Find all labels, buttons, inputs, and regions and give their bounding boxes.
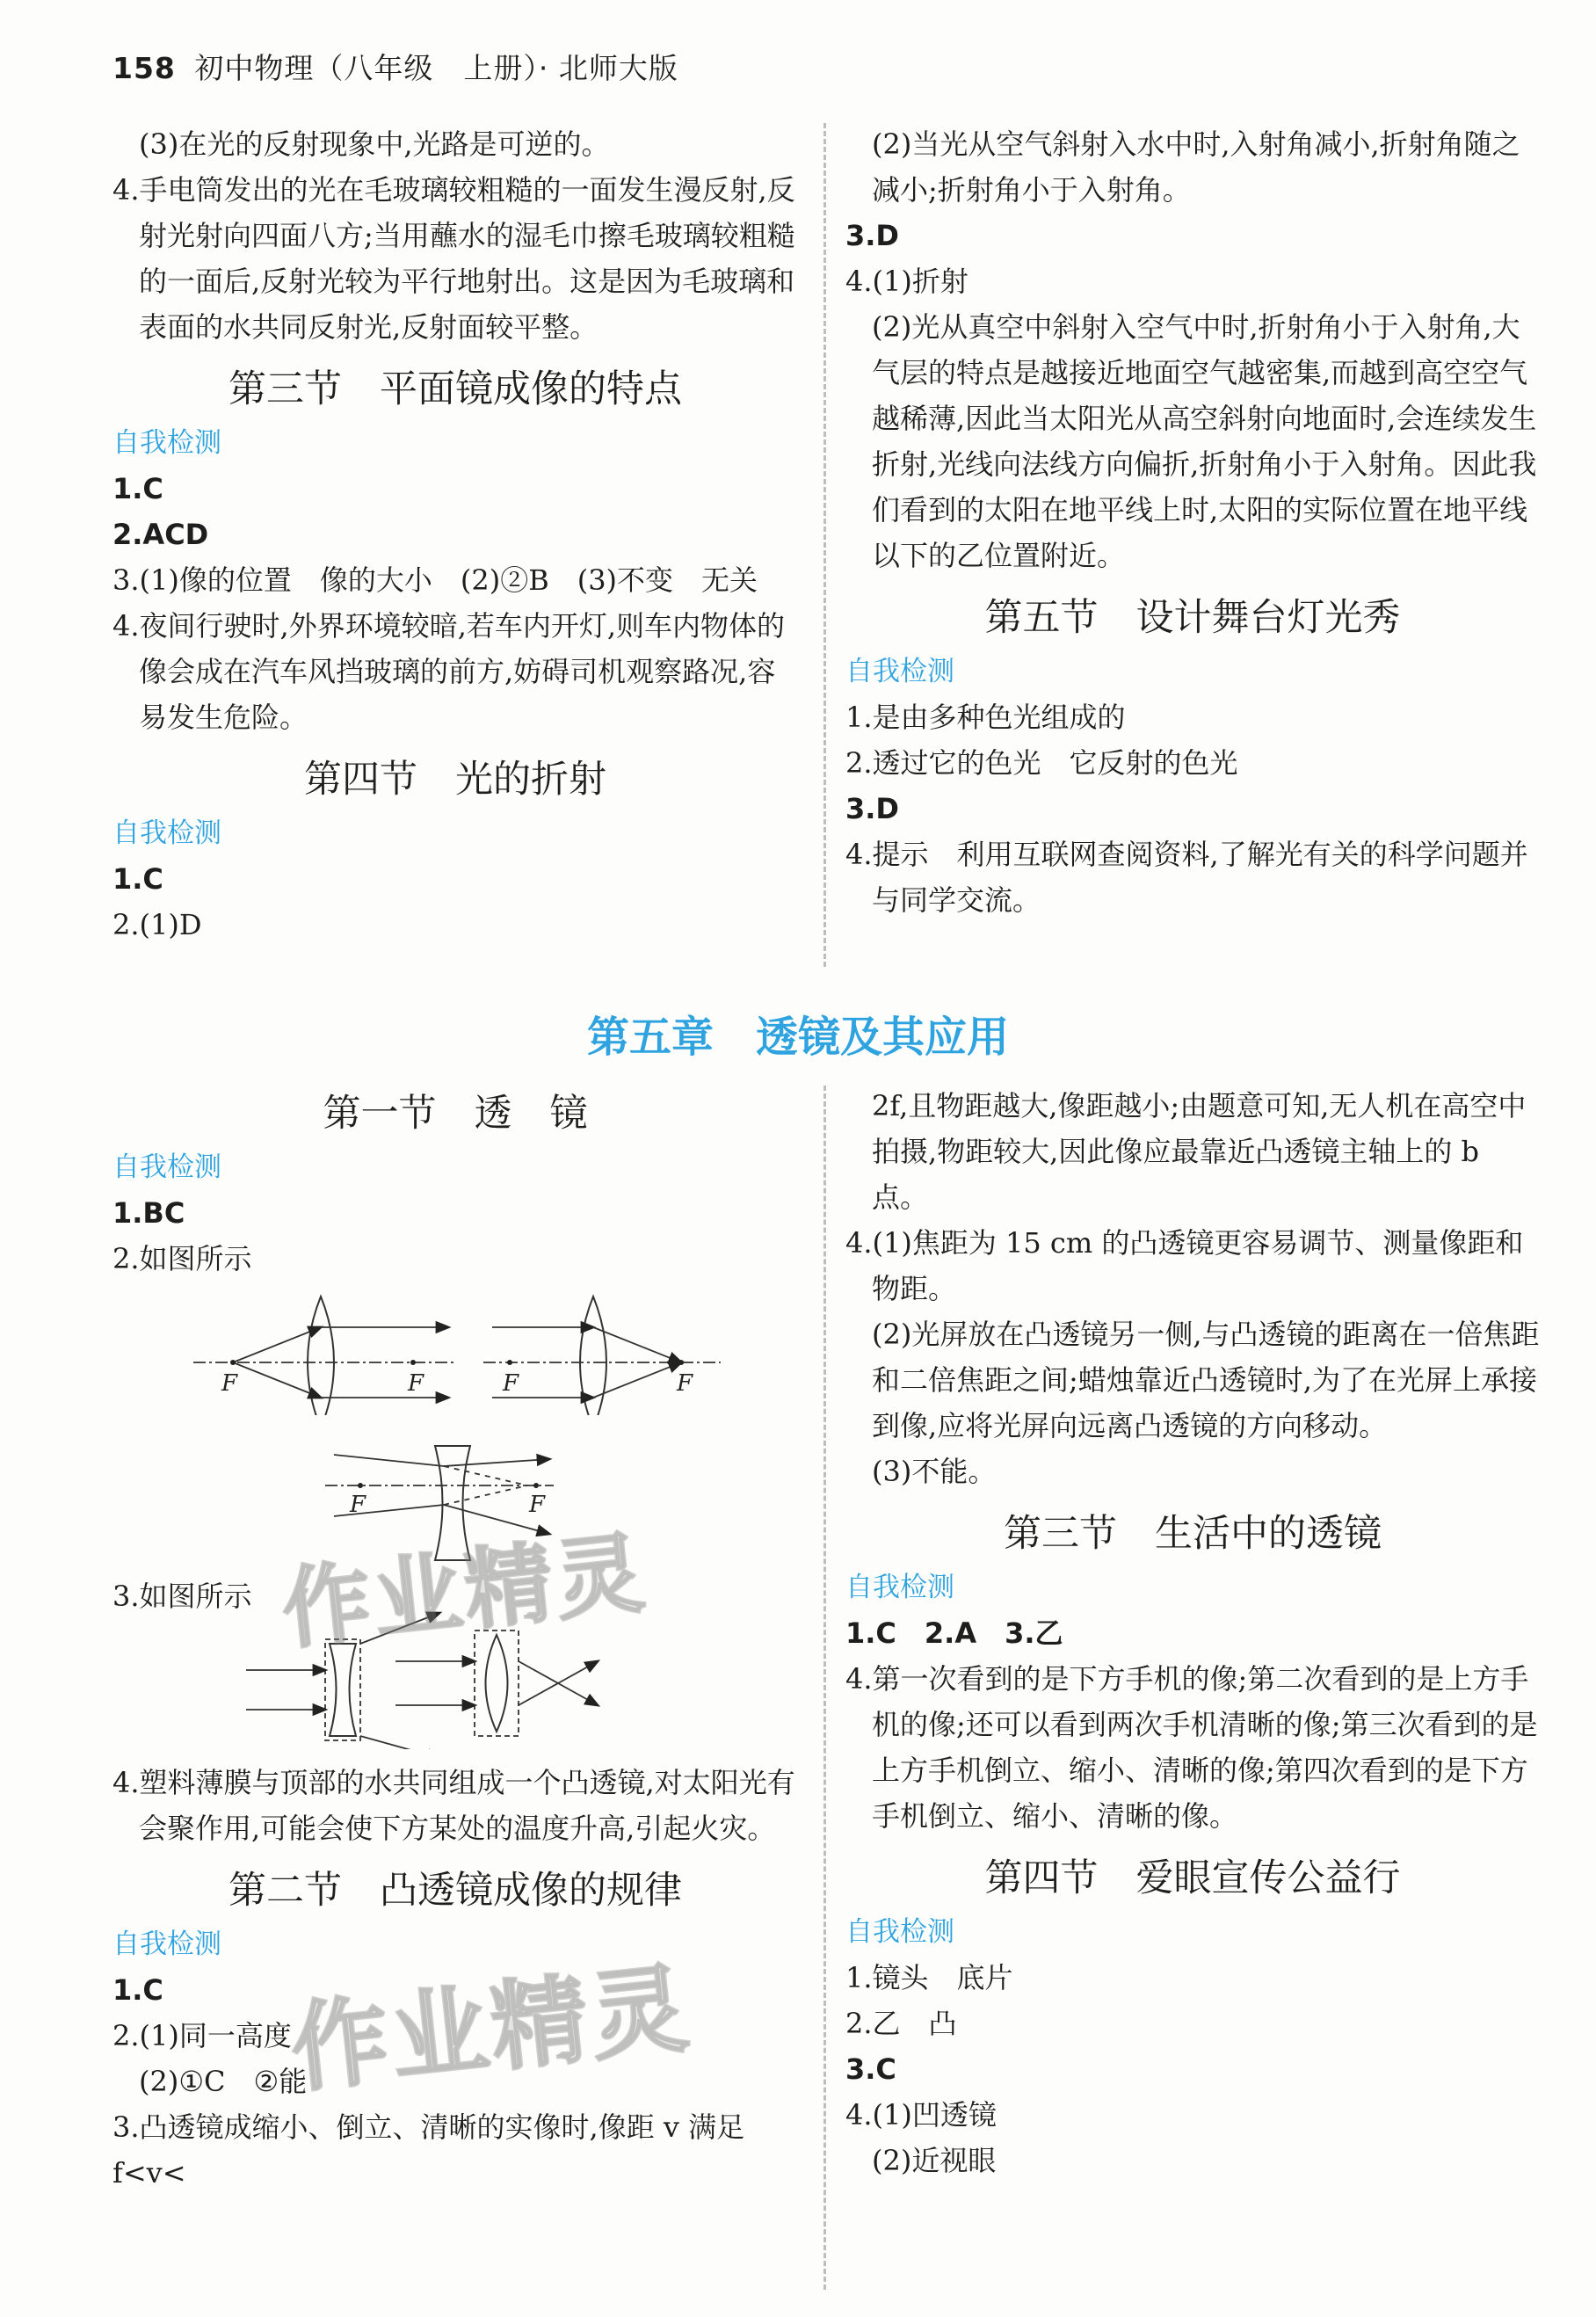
answer-4: 4.手电筒发出的光在毛玻璃较粗糙的一面发生漫反射,反射光射向四面八方;当用蘸水的湿毛巾擦毛玻璃较粗糙的一面后,反射光较为平行地射出。这是因为毛玻璃和表面的水共同反射光,反射面较平整。 [112, 173, 795, 344]
answer-3: 3.C [845, 2052, 896, 2086]
self-check-label: 自我检测 [845, 1916, 954, 1948]
answer-4b: (2)光从真空中斜射入空气中时,折射角小于入射角,大气层的特点是越接近地面空气越密集,而越到高空空气越稀薄,因此当太阳光从高空斜射向地面时,会连续发生折射,光线向法线方向偏折,折射角小于入射角。因此我们看到的太阳在地平线上时,太阳的实际位置在地平线以下的乙位置附近。 [872, 310, 1537, 572]
section-title: 第五节 设计舞台灯光秀 [984, 596, 1401, 640]
answer-1: 1.镜头 底片 [845, 1961, 1013, 1994]
section-title: 第三节 生活中的透镜 [1004, 1512, 1382, 1556]
self-check-label: 自我检测 [845, 656, 954, 687]
answer-4b: (2)近视眼 [872, 2144, 997, 2177]
watermark: 作业精灵 [286, 1951, 697, 2106]
answer-4: 4.提示 利用互联网查阅资料,了解光有关的科学问题并与同学交流。 [845, 838, 1528, 917]
answer-2: 2.透过它的色光 它反射的色光 [845, 746, 1238, 780]
answers-1-3: 1.C 2.A 3.乙 [845, 1616, 1063, 1650]
section-title: 第四节 爱眼宣传公益行 [984, 1856, 1401, 1900]
focus-label: F [350, 1492, 366, 1518]
answer-4c: (3)不能。 [872, 1455, 997, 1488]
self-check-label: 自我检测 [112, 817, 221, 849]
page-number: 158 [112, 51, 176, 85]
self-check-label: 自我检测 [112, 1151, 221, 1183]
answer-4b: (2)光屏放在凸透镜另一侧,与凸透镜的距离在一倍焦距和二倍焦距之间;蜡烛靠近凸透镜时,为了在光屏上承接到像,应将光屏向远离凸透镜的方向移动。 [872, 1318, 1540, 1442]
answer-3: 3.凸透镜成缩小、倒立、清晰的实像时,像距 v 满足 f<v< [112, 2110, 745, 2190]
answer-4a: 4.(1)凹透镜 [845, 2098, 997, 2132]
column-divider [823, 1086, 826, 2290]
convex-lens-diagram [193, 1292, 721, 1415]
answer-2: 2.如图所示 [112, 1242, 252, 1275]
answer-2: 2.乙 凸 [845, 2007, 957, 2040]
answer-2: 2.(1)D [112, 908, 202, 941]
self-check-label: 自我检测 [112, 1928, 221, 1960]
answer-1: 1.C [112, 862, 163, 896]
answer-1: 1.C [112, 472, 163, 505]
section-title: 第四节 光的折射 [304, 758, 606, 802]
answer-1: 1.是由多种色光组成的 [845, 701, 1126, 734]
focus-label: F [503, 1370, 519, 1397]
section-title: 第二节 凸透镜成像的规律 [229, 1869, 682, 1913]
answer-2a: 2.(1)同一高度 [112, 2019, 292, 2052]
answer-line: (3)在光的反射现象中,光路是可逆的。 [139, 127, 610, 161]
section-title: 第一节 透 镜 [323, 1092, 588, 1136]
page-header [112, 46, 678, 87]
answer-4: 4.塑料薄膜与顶部的水共同组成一个凸透镜,对太阳光有会聚作用,可能会使下方某处的温度升高,引起火灾。 [112, 1766, 795, 1845]
answer-1: 1.C [112, 1973, 163, 2007]
answer-3-continued: 2f,且物距越大,像距越小;由题意可知,无人机在高空中拍摄,物距较大,因此像应最靠近凸透镜主轴上的 b 点。 [872, 1089, 1527, 1214]
answer-2b: (2)①C ②能 [139, 2065, 308, 2098]
section-title: 第三节 平面镜成像的特点 [229, 367, 682, 411]
answer-4a: 4.(1)折射 [845, 265, 968, 298]
focus-label: F [677, 1370, 693, 1397]
answer-3: 3.(1)像的位置 像的大小 (2)②B (3)不变 无关 [112, 563, 758, 597]
answer-2: 2.ACD [112, 518, 209, 551]
answer-3: 3.D [845, 792, 899, 825]
answer-1: 1.BC [112, 1196, 185, 1230]
bottom-left-column [112, 1083, 798, 1282]
bottom-right-column [845, 1083, 1540, 2183]
answer-4: 4.第一次看到的是下方手机的像;第二次看到的是上方手机的像;还可以看到两次手机清晰的像;第三次看到的是上方手机倒立、缩小、清晰的像;第四次看到的是下方手机倒立、缩小、清晰的像。 [845, 1662, 1538, 1833]
answer-4b: 4.夜间行驶时,外界环境较暗,若车内开灯,则车内物体的像会成在汽车风挡玻璃的前方,妨碍司机观察路况,容易发生危险。 [112, 609, 786, 734]
answer-3: 3.D [845, 219, 899, 252]
self-check-label: 自我检测 [845, 1572, 954, 1603]
answer-line: (2)当光从空气斜射入水中时,入射角减小,折射角随之减小;折射角小于入射角。 [872, 127, 1520, 207]
column-divider [823, 123, 826, 967]
focus-label: F [221, 1370, 238, 1397]
watermark: 作业精灵 [277, 1521, 652, 1662]
top-left-column [112, 121, 798, 948]
book-title: 初中物理（八年级 上册）· 北师大版 [194, 51, 678, 85]
focus-label: F [529, 1492, 546, 1518]
chapter-title: 第五章 透镜及其应用 [586, 1013, 1009, 1062]
focus-label: F [408, 1370, 424, 1397]
self-check-label: 自我检测 [112, 427, 221, 459]
answer-4a: 4.(1)焦距为 15 cm 的凸透镜更容易调节、测量像距和物距。 [845, 1226, 1524, 1305]
answer-3: 3.如图所示 [112, 1580, 252, 1613]
top-right-column [845, 121, 1540, 923]
